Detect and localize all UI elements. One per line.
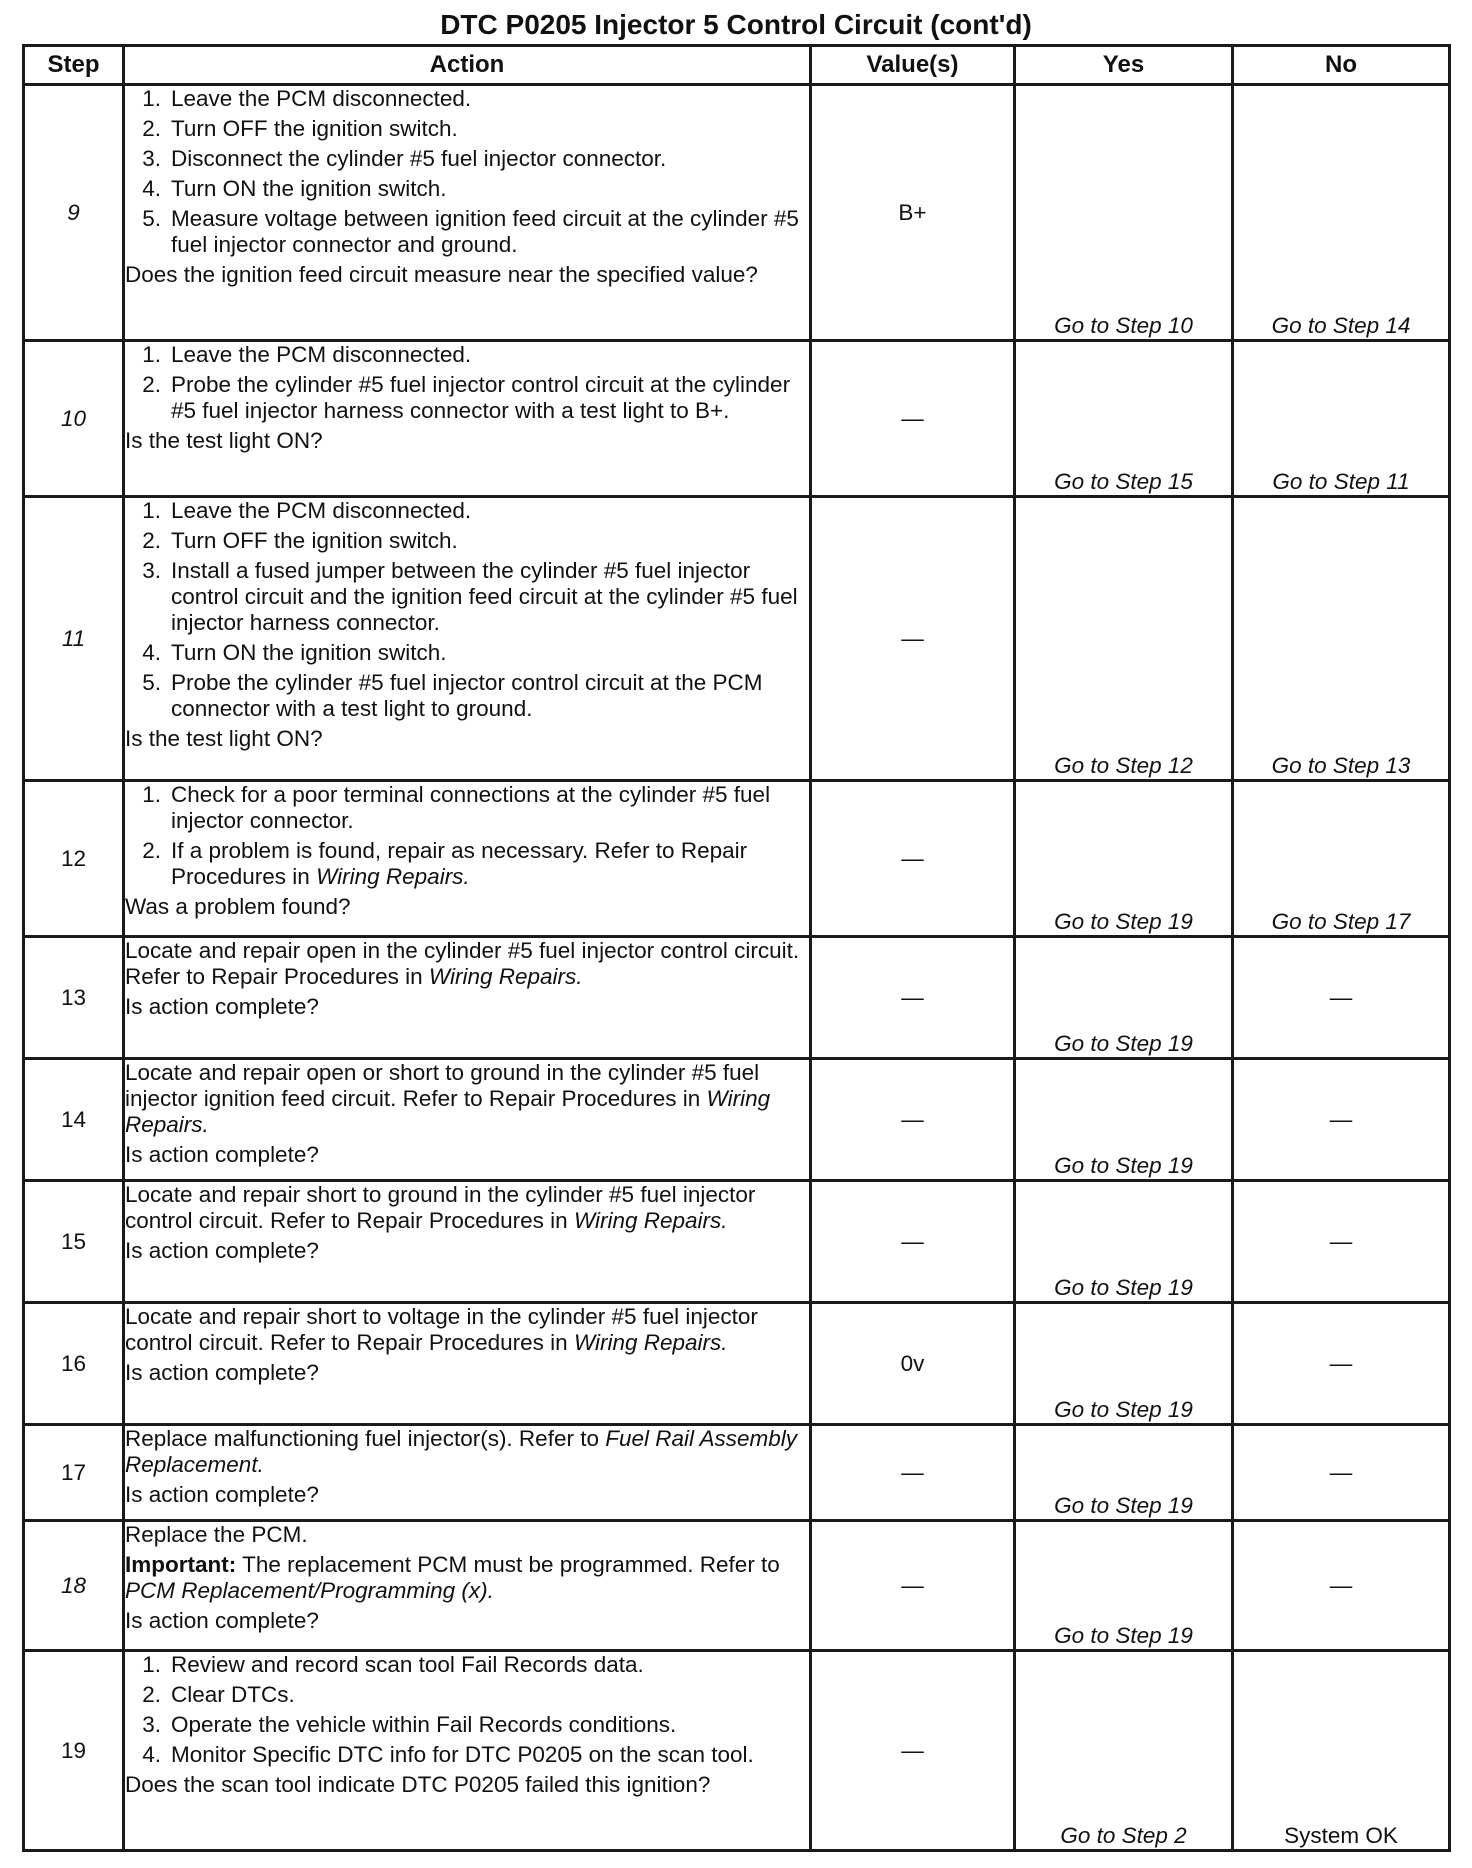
action-cell [124,1059,811,1181]
value-cell: — [811,1425,1015,1521]
list-item: 1. Leave the PCM disconnected. [142,342,472,367]
value-cell: B+ [811,85,1015,341]
list-item: 3. Disconnect the cylinder #5 fuel injector connector. [142,146,667,171]
question-text: Is action complete? [125,1608,319,1633]
action-cell [124,1651,811,1851]
yes-cell: Go to Step 12 [1015,497,1233,781]
reference-link-text: Fuel Rail Assembly Replacement. [125,1426,797,1477]
question-text: Is the test light ON? [125,428,323,453]
table-row [24,497,1450,781]
question-text: Is action complete? [125,994,319,1019]
yes-cell: Go to Step 19 [1015,781,1233,937]
table-row [24,937,1450,1059]
yes-cell: Go to Step 19 [1015,1521,1233,1651]
value-cell: — [811,497,1015,781]
value-cell: — [811,937,1015,1059]
yes-cell: Go to Step 2 [1015,1651,1233,1851]
action-cell [124,937,811,1059]
table-row [24,781,1450,937]
reference-link-text: Wiring Repairs. [125,1086,771,1137]
no-cell: — [1233,1425,1450,1521]
value-cell: 0v [811,1303,1015,1425]
list-item: 2. Clear DTCs. [142,1682,295,1707]
action-text: Locate and repair short to voltage in the cylinder #5 fuel injector control circuit. Refer to Repair Procedures in Wiring Repairs. [125,1304,758,1355]
value-cell: — [811,1651,1015,1851]
no-cell: Go to Step 14 [1233,85,1450,341]
yes-cell: Go to Step 19 [1015,1059,1233,1181]
list-item: 4. Monitor Specific DTC info for DTC P0205 on the scan tool. [142,1742,754,1767]
step-number: 19 [24,1651,124,1851]
table-row [24,1181,1450,1303]
question-text: Does the scan tool indicate DTC P0205 failed this ignition? [125,1772,711,1797]
step-number: 15 [24,1181,124,1303]
yes-cell: Go to Step 19 [1015,1303,1233,1425]
list-item: 1. Check for a poor terminal connections at the cylinder #5 fuel injector connector. [142,782,771,833]
action-cell [124,1425,811,1521]
no-cell: — [1233,1303,1450,1425]
header-step: Step [24,46,124,85]
action-cell [124,497,811,781]
yes-cell: Go to Step 19 [1015,1181,1233,1303]
list-item: 4. Turn ON the ignition switch. [142,176,447,201]
step-number: 11 [24,497,124,781]
table-row [24,1059,1450,1181]
table-row [24,1303,1450,1425]
table-header-row [24,46,1450,85]
list-item: 5. Measure voltage between ignition feed circuit at the cylinder #5 fuel injector connector and ground. [142,206,799,257]
action-text: Locate and repair open in the cylinder #5 fuel injector control circuit. Refer to Repair Procedures in Wiring Repairs. [125,938,800,989]
step-number: 12 [24,781,124,937]
value-cell: — [811,781,1015,937]
reference-link-text: PCM Replacement/Programming (x). [125,1578,494,1603]
action-cell [124,1303,811,1425]
header-yes: Yes [1015,46,1233,85]
list-item: 1. Review and record scan tool Fail Records data. [142,1652,644,1677]
step-number: 14 [24,1059,124,1181]
yes-cell: Go to Step 10 [1015,85,1233,341]
value-cell: — [811,1059,1015,1181]
table-row [24,85,1450,341]
list-item: 2. Turn OFF the ignition switch. [142,528,458,553]
header-no: No [1233,46,1450,85]
action-text: Replace malfunctioning fuel injector(s). Refer to Fuel Rail Assembly Replacement. [125,1426,797,1477]
important-note: Important: The replacement PCM must be programmed. Refer to PCM Replacement/Programming (x). [125,1552,780,1603]
table-row [24,341,1450,497]
question-text: Is the test light ON? [125,726,323,751]
action-cell [124,85,811,341]
value-cell: — [811,1181,1015,1303]
step-number: 18 [24,1521,124,1651]
value-cell: — [811,341,1015,497]
action-cell [124,341,811,497]
step-number: 16 [24,1303,124,1425]
no-cell: Go to Step 13 [1233,497,1450,781]
step-number: 17 [24,1425,124,1521]
table-row [24,1425,1450,1521]
action-cell [124,1521,811,1651]
list-item: 1. Leave the PCM disconnected. [142,86,472,111]
action-text: Locate and repair open or short to ground in the cylinder #5 fuel injector ignition feed circuit. Refer to Repair Procedures in Wiring Repairs. [125,1060,771,1137]
reference-link-text: Wiring Repairs. [316,864,470,889]
question-text: Is action complete? [125,1142,319,1167]
action-text: Locate and repair short to ground in the cylinder #5 fuel injector control circuit. Refer to Repair Procedures in Wiring Repairs. [125,1182,756,1233]
reference-link-text: Wiring Repairs. [428,964,583,989]
list-item: 2. Probe the cylinder #5 fuel injector control circuit at the cylinder #5 fuel injector harness connector with a test light to B+. [142,372,791,423]
table-row [24,1651,1450,1851]
reference-link-text: Wiring Repairs. [573,1330,728,1355]
no-cell: System OK [1233,1651,1450,1851]
step-number: 13 [24,937,124,1059]
reference-link-text: Wiring Repairs. [573,1208,728,1233]
no-cell: Go to Step 11 [1233,341,1450,497]
action-text: Replace the PCM. [125,1522,308,1547]
header-action: Action [124,46,811,85]
list-item: 5. Probe the cylinder #5 fuel injector control circuit at the PCM connector with a test light to ground. [142,670,763,721]
question-text: Does the ignition feed circuit measure near the specified value? [125,262,758,287]
list-item: 3. Install a fused jumper between the cylinder #5 fuel injector control circuit and the ignition feed circuit at the cylinder #5 fuel injector harness connector. [142,558,798,635]
yes-cell: Go to Step 19 [1015,1425,1233,1521]
yes-cell: Go to Step 19 [1015,937,1233,1059]
step-number: 10 [24,341,124,497]
action-cell [124,1181,811,1303]
list-item: 4. Turn ON the ignition switch. [142,640,447,665]
list-item: 2. Turn OFF the ignition switch. [142,116,458,141]
table-row [24,1521,1450,1651]
action-cell [124,781,811,937]
diagnostic-table [22,44,1451,1852]
list-item: 2. If a problem is found, repair as necessary. Refer to Repair Procedures in Wiring Repairs. [142,838,748,889]
list-item: 3. Operate the vehicle within Fail Records conditions. [142,1712,677,1737]
header-values: Value(s) [811,46,1015,85]
no-cell: — [1233,1521,1450,1651]
no-cell: — [1233,1059,1450,1181]
no-cell: Go to Step 17 [1233,781,1450,937]
question-text: Is action complete? [125,1238,319,1263]
value-cell: — [811,1521,1015,1651]
question-text: Was a problem found? [125,894,351,919]
question-text: Is action complete? [125,1482,319,1507]
question-text: Is action complete? [125,1360,319,1385]
no-cell: — [1233,1181,1450,1303]
list-item: 1. Leave the PCM disconnected. [142,498,472,523]
page-title: DTC P0205 Injector 5 Control Circuit (cont'd) [440,9,1032,40]
no-cell: — [1233,937,1450,1059]
step-number: 9 [24,85,124,341]
yes-cell: Go to Step 15 [1015,341,1233,497]
